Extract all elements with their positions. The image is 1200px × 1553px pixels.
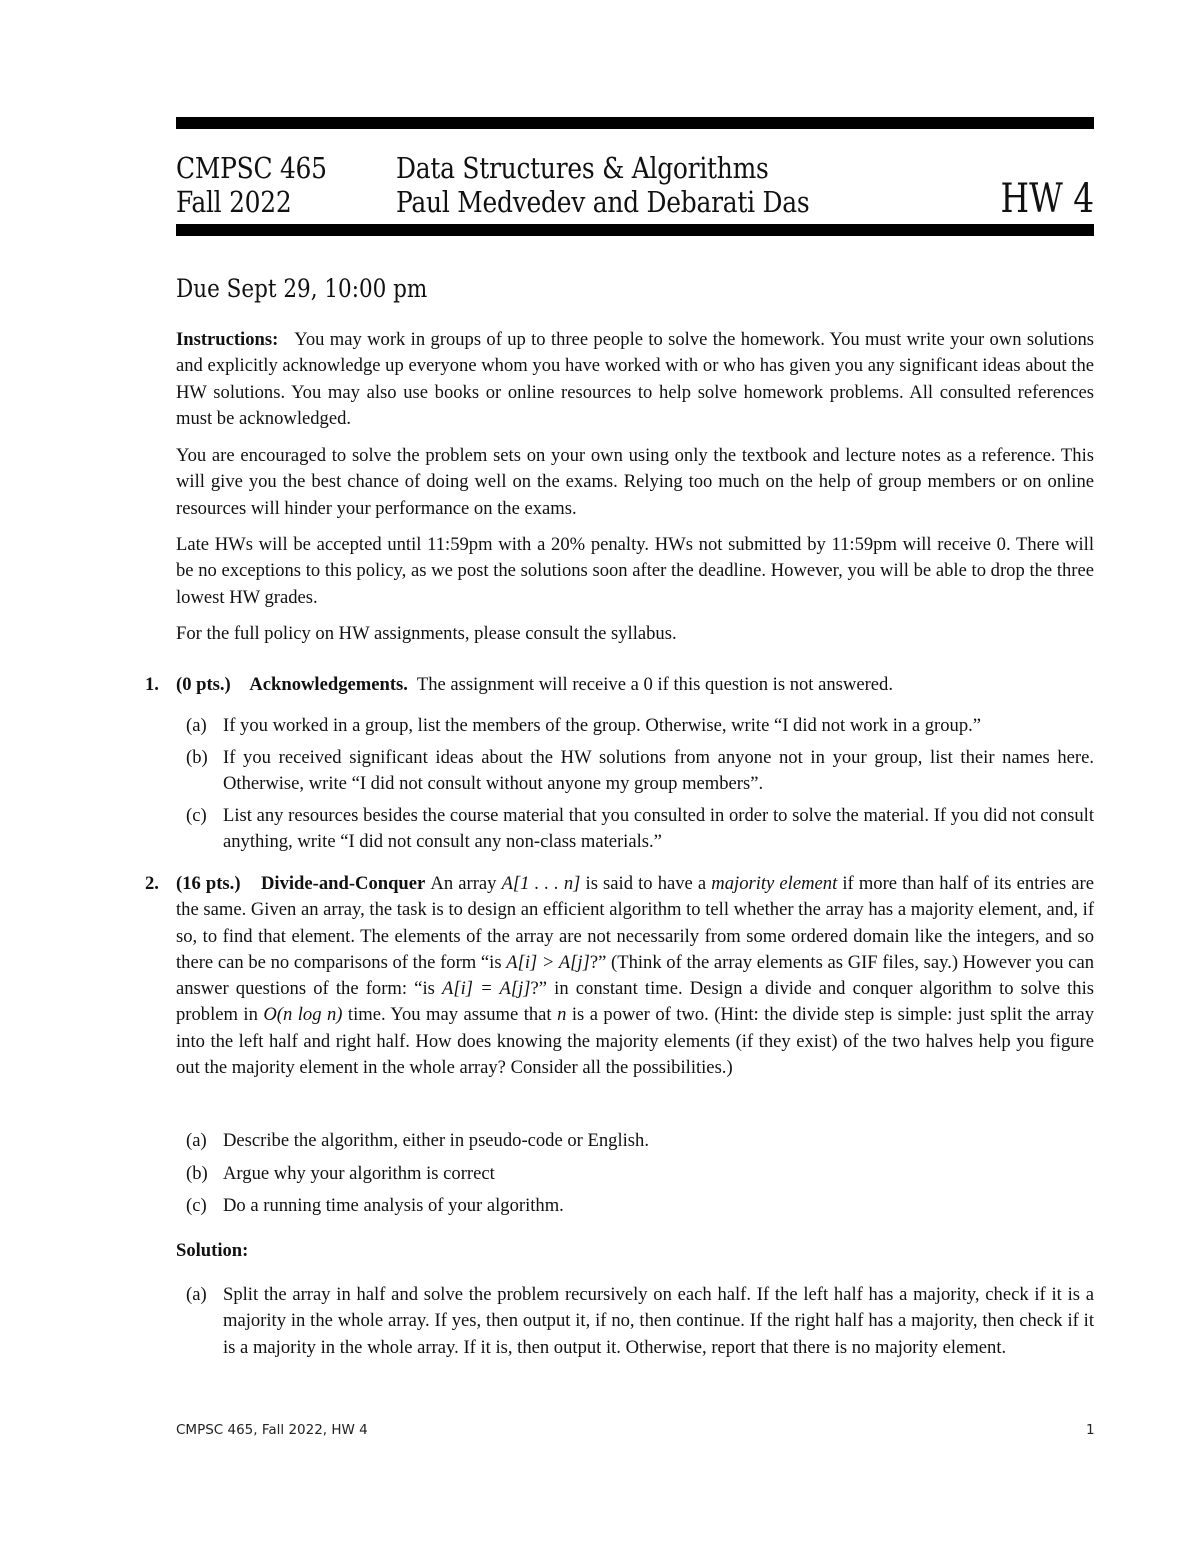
course-term: Fall 2022 <box>176 185 292 219</box>
instructions-label: Instructions: <box>176 329 279 350</box>
part-label: (b) <box>186 747 208 768</box>
solution-label: Solution: <box>176 1240 249 1261</box>
question-1-part-a <box>186 713 1094 739</box>
question-2-title: Divide-and-Conquer <box>261 873 426 894</box>
part-label: (a) <box>186 1284 207 1305</box>
part-text: Describe the algorithm, either in pseudo-code or English. <box>223 1130 649 1151</box>
math-expression: n <box>557 1004 567 1026</box>
part-text: If you worked in a group, list the members of the group. Otherwise, write “I did not work in a group.” <box>223 715 982 736</box>
question-1-text: The assignment will receive a 0 if this question is not answered. <box>416 674 893 695</box>
due-date: Due Sept 29, 10:00 pm <box>176 274 428 303</box>
q2-text: ?” (Think of the array elements as GIF files, say.) However you can answer questions of the form: “is <box>176 951 1094 1000</box>
math-expression: A[i] = A[j] <box>442 978 531 1000</box>
question-1-title: Acknowledgements. <box>249 674 408 695</box>
question-1-part-b <box>186 745 1094 798</box>
instructions-paragraph-4: For the full policy on HW assignments, please consult the syllabus. <box>176 623 677 644</box>
question-2 <box>145 871 1094 1081</box>
page-number: 1 <box>1086 1422 1095 1438</box>
q2-text: ?” in constant time. Design a divide and conquer algorithm to solve this problem in <box>176 978 1094 1026</box>
math-expression: A[1 . . . n] <box>501 873 581 894</box>
solution-heading <box>176 1238 1094 1264</box>
part-text: Split the array in half and solve the problem recursively on each half. If the left half has a majority, check if it is a majority in the whole array. If yes, then output it, if no, then continue. If the right half has a majority, then check if it is a majority in the whole array. If it is, then output it. Otherwise, report that there is no majority element. <box>223 1284 1094 1358</box>
q2-text: An array <box>430 873 502 894</box>
instructions-paragraph-1 <box>176 327 1094 432</box>
math-expression: O(n log n) <box>263 1004 343 1026</box>
instructions-paragraph-3: Late HWs will be accepted until 11:59pm with a 20% penalty. HWs not submitted by 11:59pm will receive 0. There will be no exceptions to this policy, as we post the solutions soon after the deadline. However, you will be able to drop the three lowest HW grades. <box>176 534 1094 608</box>
math-expression: A[i] > A[j] <box>506 951 590 973</box>
hw-number: HW 4 <box>1000 176 1094 222</box>
part-label: (a) <box>186 715 207 736</box>
course-code: CMPSC 465 <box>176 151 327 185</box>
solution-part-a <box>186 1282 1094 1361</box>
emphasis-term: majority element <box>711 873 838 894</box>
q2-text: is a power of two. (Hint: the divide step is simple: just split the array into the left half and right half. How does knowing the majority elements (if they exist) of the two halves help you figure out the majority element in the whole array? Consider all the possibilities.) <box>176 1004 1094 1079</box>
part-label: (a) <box>186 1130 207 1151</box>
question-1-number: 1. <box>145 674 159 695</box>
instructions-text-1: You may work in groups of up to three people to solve the homework. You must write your own solutions and explicitly acknowledge up everyone whom you have worked with or who has given you any significant ideas about the HW solutions. You may also use books or online resources to help solve homework problems. All consulted references must be acknowledged. <box>176 329 1094 429</box>
q2-text: time. You may assume that <box>342 1004 558 1026</box>
course-instructors: Paul Medvedev and Debarati Das <box>396 185 810 219</box>
part-text: Do a running time analysis of your algorithm. <box>223 1195 564 1216</box>
course-title: Data Structures & Algorithms <box>396 151 769 185</box>
question-2-points: (16 pts.) <box>176 873 241 894</box>
question-1-points: (0 pts.) <box>176 674 231 695</box>
part-label: (c) <box>186 1195 207 1216</box>
part-text: Argue why your algorithm is correct <box>223 1163 495 1184</box>
part-text: List any resources besides the course material that you consulted in order to solve the material. If you did not consult anything, write “I did not consult any non-class materials.” <box>223 805 1094 853</box>
header-top-rule <box>176 117 1094 129</box>
question-2-part-a <box>186 1128 1094 1154</box>
question-1-part-c <box>186 803 1094 856</box>
question-2-number: 2. <box>145 873 159 894</box>
part-text: If you received significant ideas about the HW solutions from anyone not in your group, list their names here. Otherwise, write “I did not consult without anyone my group members”. <box>223 747 1094 795</box>
instructions-paragraph-2: You are encouraged to solve the problem sets on your own using only the textbook and lecture notes as a reference. This will give you the best chance of doing well on the exams. Relying too much on the help of group members or on online resources will hinder your performance on the exams. <box>176 445 1094 519</box>
part-label: (b) <box>186 1163 208 1184</box>
q2-text: is said to have a <box>580 873 712 894</box>
part-label: (c) <box>186 805 207 826</box>
q2-text: if more than half of its entries are the same. Given an array, the task is to design an efficient algorithm to tell whether the array has a majority element, and, if so, to find that element. The elements of the array are not necessarily from some ordered domain like the integers, and so there can be no comparisons of the form “is <box>176 873 1095 973</box>
question-2-part-c <box>186 1193 1094 1219</box>
footer-text: CMPSC 465, Fall 2022, HW 4 <box>176 1422 368 1438</box>
question-1 <box>145 672 1094 698</box>
header-bottom-rule <box>176 224 1094 236</box>
question-2-part-b <box>186 1161 1094 1187</box>
